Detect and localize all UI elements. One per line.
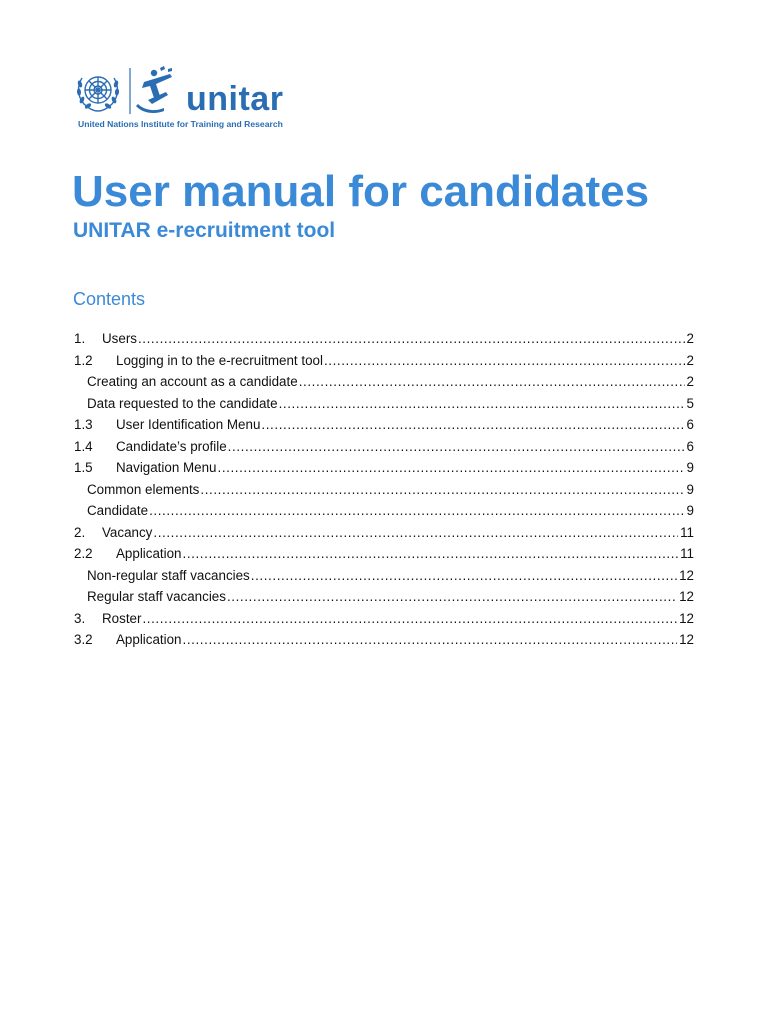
toc-entry-page: 12 [679,632,694,647]
toc-entry-page: 5 [686,395,694,411]
toc-entry-number: 1.2 [74,352,93,368]
toc-entry[interactable] [74,629,694,651]
toc-entry-label: Candidate’s profile [116,438,227,454]
toc-entry-number: 1. [74,331,86,346]
toc-entry-page: 2 [686,331,694,346]
toc-entry[interactable] [74,414,694,436]
toc-entry-label: Roster [102,610,142,626]
toc-entry-page: 11 [680,546,694,561]
toc-entry[interactable] [74,393,694,415]
toc-entry-number: 3. [74,610,86,626]
toc-entry-label: Vacancy [102,524,153,540]
toc-entry-label: Users [102,331,137,346]
toc-entry-page: 11 [680,524,694,540]
toc-dot-leader [138,328,685,350]
toc-dot-leader [324,350,685,372]
unitar-logo [74,64,296,134]
toc-dot-leader [261,414,684,436]
toc-entry-number: 1.5 [74,460,93,475]
toc-entry[interactable] [74,543,694,565]
toc-entry-page: 12 [679,589,694,604]
toc-entry-page: 9 [686,460,694,475]
document-subtitle: UNITAR e-recruitment tool [73,219,336,242]
toc-entry[interactable] [74,350,694,372]
toc-dot-leader [183,629,678,651]
toc-dot-leader [299,371,685,393]
toc-entry-label: Application [116,546,182,561]
toc-entry[interactable] [74,457,694,479]
toc-entry-label: Non-regular staff vacancies [87,567,250,583]
toc-entry-label: Creating an account as a candidate [87,374,298,389]
toc-entry[interactable] [74,436,694,458]
toc-dot-leader [183,543,679,565]
toc-entry-page: 6 [686,438,694,454]
toc-entry[interactable] [74,328,694,350]
unitar-wordmark: unitar [186,80,284,118]
contents-heading: Contents [73,289,146,309]
toc-entry[interactable] [74,371,694,393]
toc-entry-page: 12 [679,567,694,583]
toc-dot-leader [228,436,685,458]
toc-dot-leader [149,500,684,522]
toc-entry-label: Data requested to the candidate [87,395,278,411]
toc-entry[interactable] [74,479,694,501]
toc-entry-number: 3.2 [74,632,93,647]
toc-entry-label: User Identification Menu [116,417,261,432]
toc-entry-number: 2.2 [74,546,93,561]
toc-entry-label: Common elements [87,481,200,497]
toc-entry-page: 2 [686,374,694,389]
toc-dot-leader [227,586,677,608]
toc-entry-label: Regular staff vacancies [87,589,226,604]
toc-entry-page: 12 [679,610,694,626]
toc-entry-page: 9 [686,503,694,518]
document-title: User manual for candidates [72,167,650,216]
toc-dot-leader [218,457,685,479]
toc-entry[interactable] [74,608,694,630]
toc-entry-label: Logging in to the e-recruitment tool [116,352,323,368]
toc-dot-leader [251,565,677,587]
toc-entry-page: 6 [686,417,694,432]
toc-dot-leader [279,393,685,415]
toc-entry-number: 2. [74,524,86,540]
toc-entry-page: 9 [686,481,694,497]
toc-entry-label: Navigation Menu [116,460,217,475]
toc-entry-number: 1.3 [74,417,93,432]
toc-entry[interactable] [74,500,694,522]
organization-name: United Nations Institute for Training and Research [78,119,283,129]
toc-dot-leader [200,479,684,501]
toc-entry-page: 2 [686,352,694,368]
toc-entry[interactable] [74,522,694,544]
toc-entry[interactable] [74,586,694,608]
table-of-contents [74,328,694,651]
toc-dot-leader [153,522,678,544]
toc-dot-leader [142,608,677,630]
toc-entry[interactable] [74,565,694,587]
toc-entry-number: 1.4 [74,438,93,454]
toc-entry-label: Application [116,632,182,647]
toc-entry-label: Candidate [87,503,149,518]
